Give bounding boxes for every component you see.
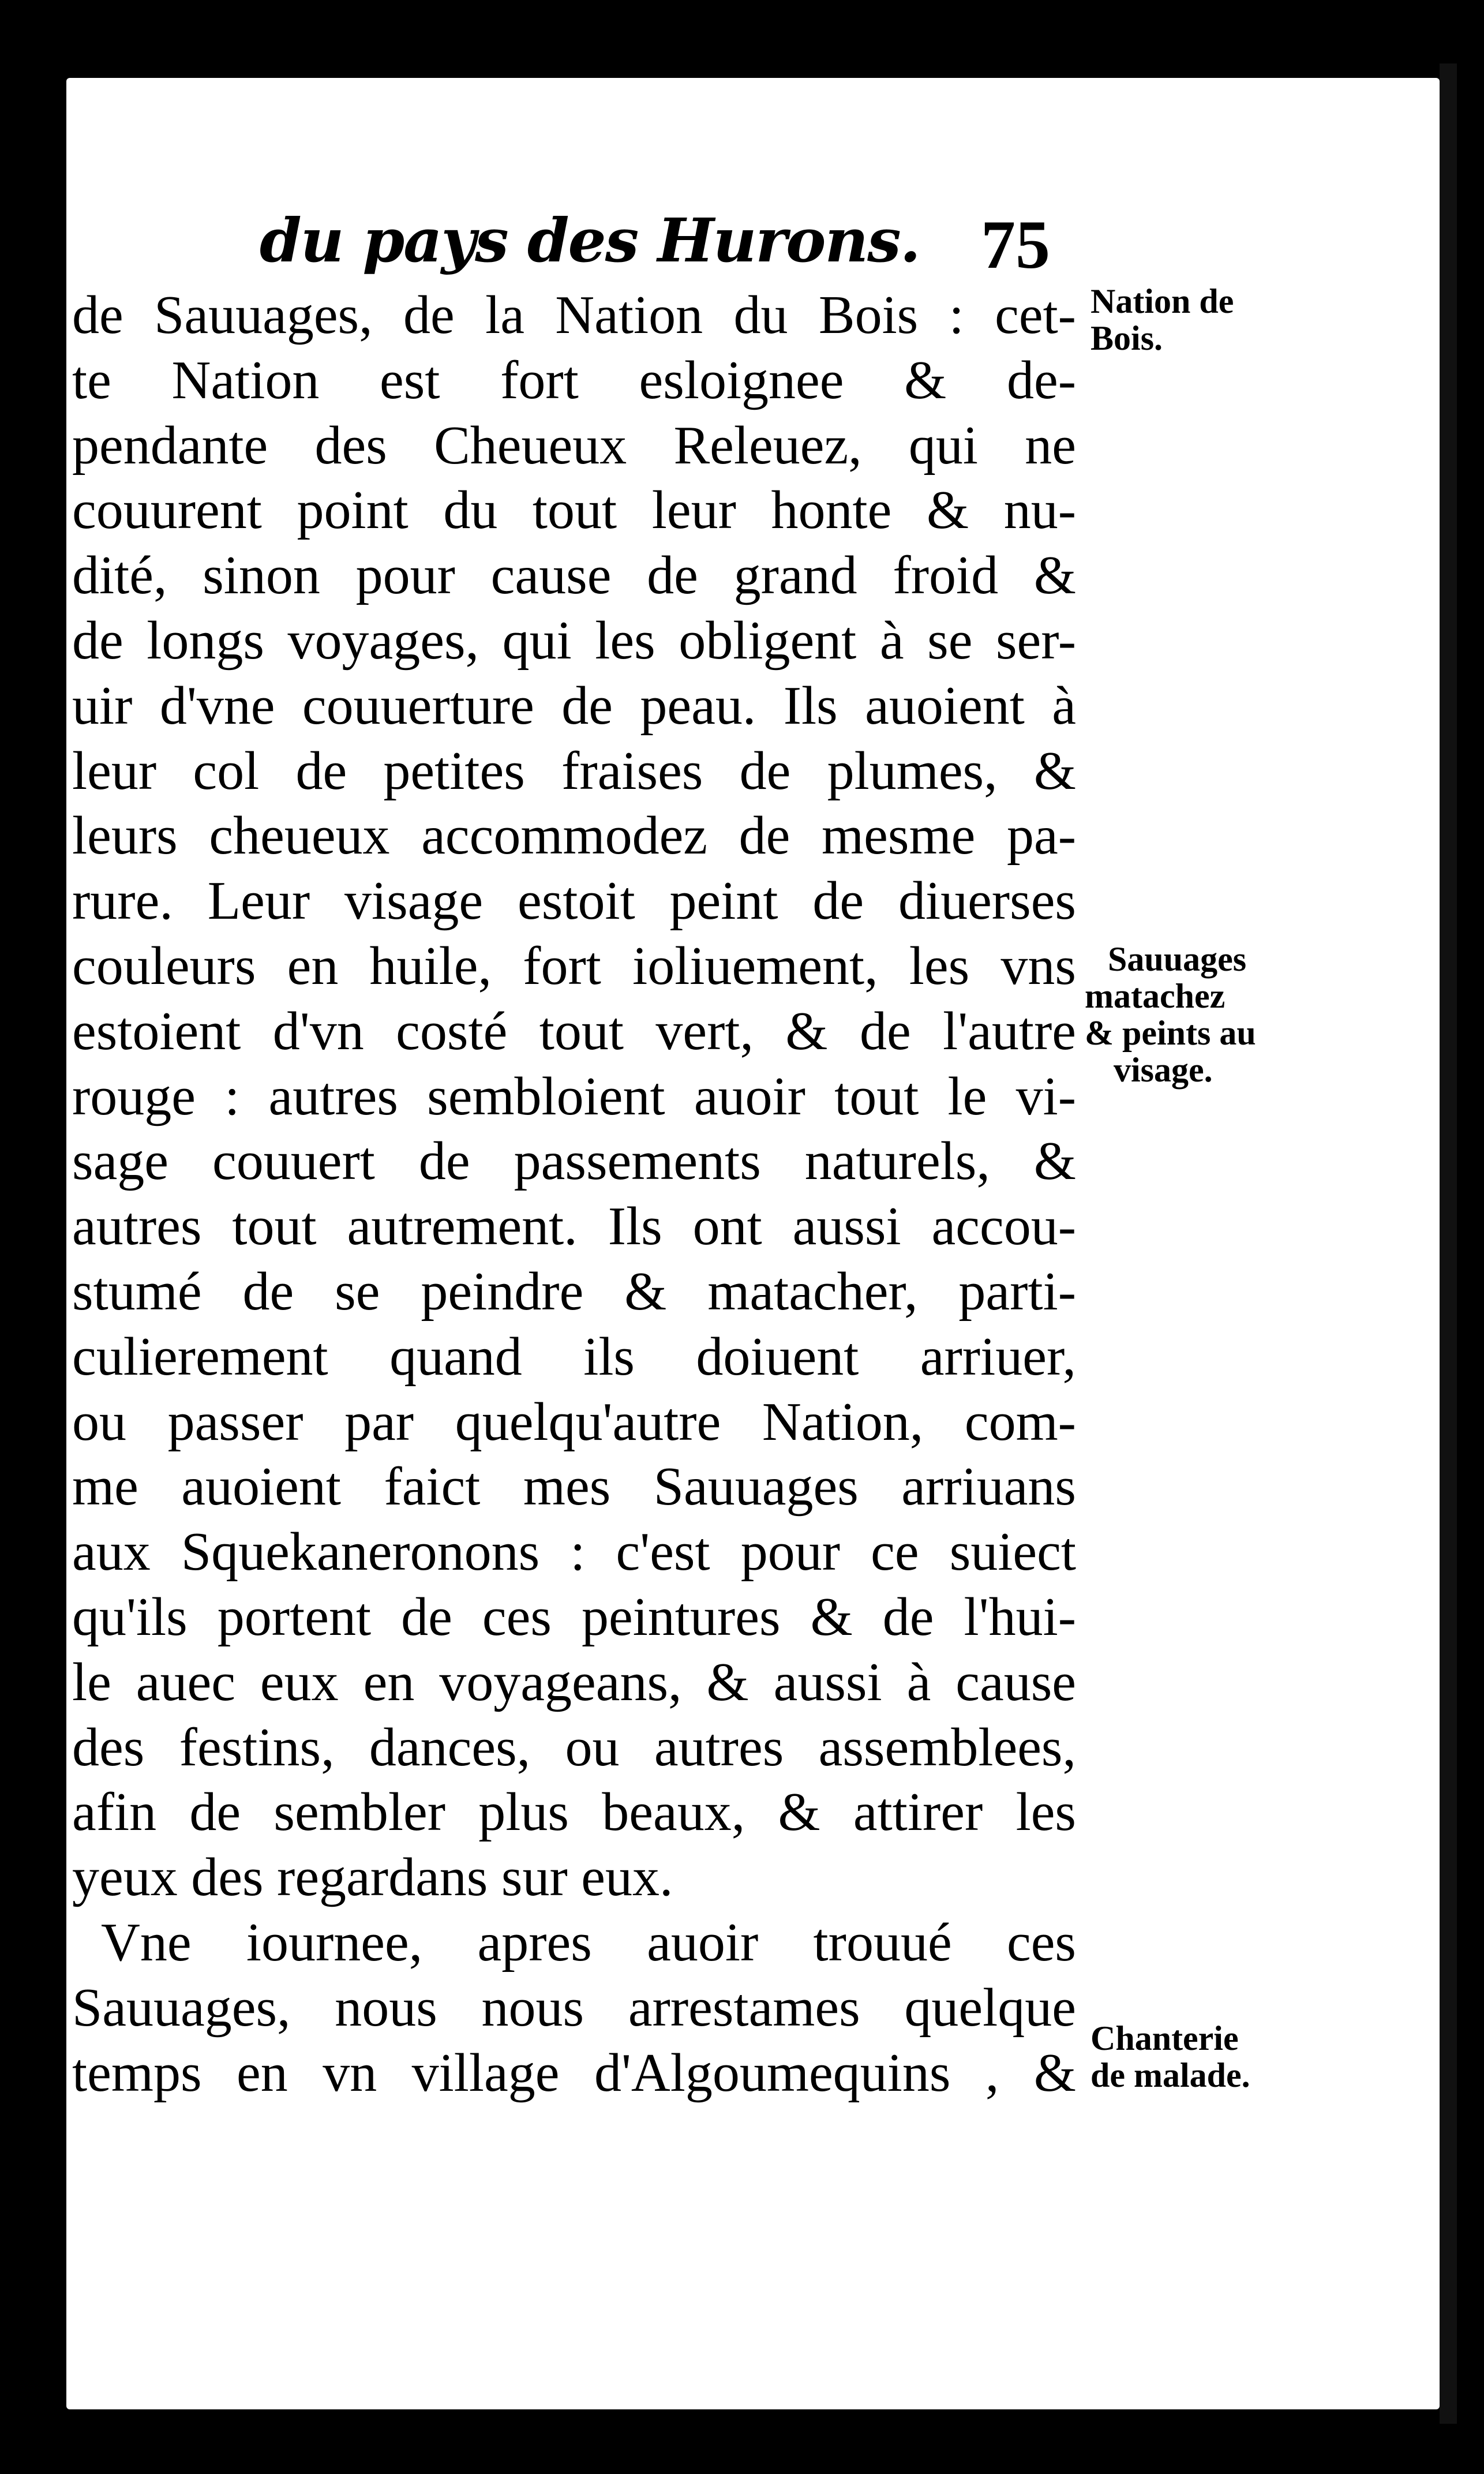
text-line: rure. Leur visage estoit peint de diuerses: [72, 871, 1076, 931]
text-line: le auec eux en voyageans, & aussi à cause: [72, 1652, 1076, 1712]
text-line: te Nation est fort esloignee & de-: [72, 350, 1076, 410]
text-line: couurent point du tout leur honte & nu-: [72, 480, 1076, 541]
running-head: du pays des Hurons.: [260, 205, 920, 276]
text-line: ou passer par quelqu'autre Nation, com-: [72, 1391, 1076, 1452]
text-line: culierement quand ils doiuent arriuer,: [72, 1326, 1076, 1387]
text-line: me auoient faict mes Sauuages arriuans: [72, 1457, 1076, 1517]
text-line: leurs cheueux accommodez de mesme pa-: [72, 806, 1076, 866]
text-line: afin de sembler plus beaux, & attirer les: [72, 1782, 1076, 1843]
text-line: de Sauuages, de la Nation du Bois : cet-: [72, 285, 1076, 345]
margin-note-line: & peints au: [1085, 1014, 1256, 1052]
margin-note-chanterie: [1090, 2020, 1250, 2094]
margin-note-line: matachez: [1085, 977, 1226, 1015]
margin-note-line: de malade.: [1090, 2056, 1250, 2094]
text-line: estoient d'vn costé tout vert, & de l'autre: [72, 1001, 1076, 1061]
text-line: aux Squekaneronons : c'est pour ce suiect: [72, 1522, 1076, 1582]
text-line: Sauuages, nous nous arrestames quelque: [72, 1977, 1076, 2038]
text-line: yeux des regardans sur eux.: [72, 1847, 673, 1908]
text-line: de longs voyages, qui les obligent à se ser-: [72, 610, 1076, 671]
text-line: temps en vn village d'Algoumequins , &: [72, 2042, 1076, 2103]
margin-note-line: Sauuages: [1108, 940, 1247, 978]
page-edge: [1440, 63, 1457, 2424]
margin-note-nation-bois: [1090, 283, 1234, 357]
text-line: leur col de petites fraises de plumes, &: [72, 740, 1076, 801]
text-line: des festins, dances, ou autres assemblees,: [72, 1717, 1076, 1777]
text-line: stumé de se peindre & matacher, parti-: [72, 1261, 1076, 1322]
page-number: 75: [981, 206, 1050, 283]
margin-note-line: visage.: [1114, 1051, 1213, 1089]
margin-note-line: Bois.: [1090, 319, 1163, 357]
text-line: sage couuert de passements naturels, &: [72, 1131, 1076, 1192]
text-line: couleurs en huile, fort ioliuement, les vns: [72, 935, 1076, 996]
margin-note-line: Chanterie: [1090, 2019, 1239, 2057]
text-line: pendante des Cheueux Releuez, qui ne: [72, 415, 1076, 476]
text-line: uir d'vne couuerture de peau. Ils auoient à: [72, 675, 1076, 736]
text-line: Vne iournee, apres auoir trouué ces: [101, 1912, 1076, 1973]
margin-note-line: Nation de: [1090, 282, 1234, 320]
text-line: rouge : autres sembloient auoir tout le vi-: [72, 1066, 1076, 1126]
margin-note-sauuages-matachez: [1085, 941, 1256, 1088]
body-text: [72, 283, 1076, 2105]
text-line: dité, sinon pour cause de grand froid &: [72, 545, 1076, 606]
text-line: autres tout autrement. Ils ont aussi accou-: [72, 1196, 1076, 1257]
text-line: qu'ils portent de ces peintures & de l'hui-: [72, 1586, 1076, 1647]
